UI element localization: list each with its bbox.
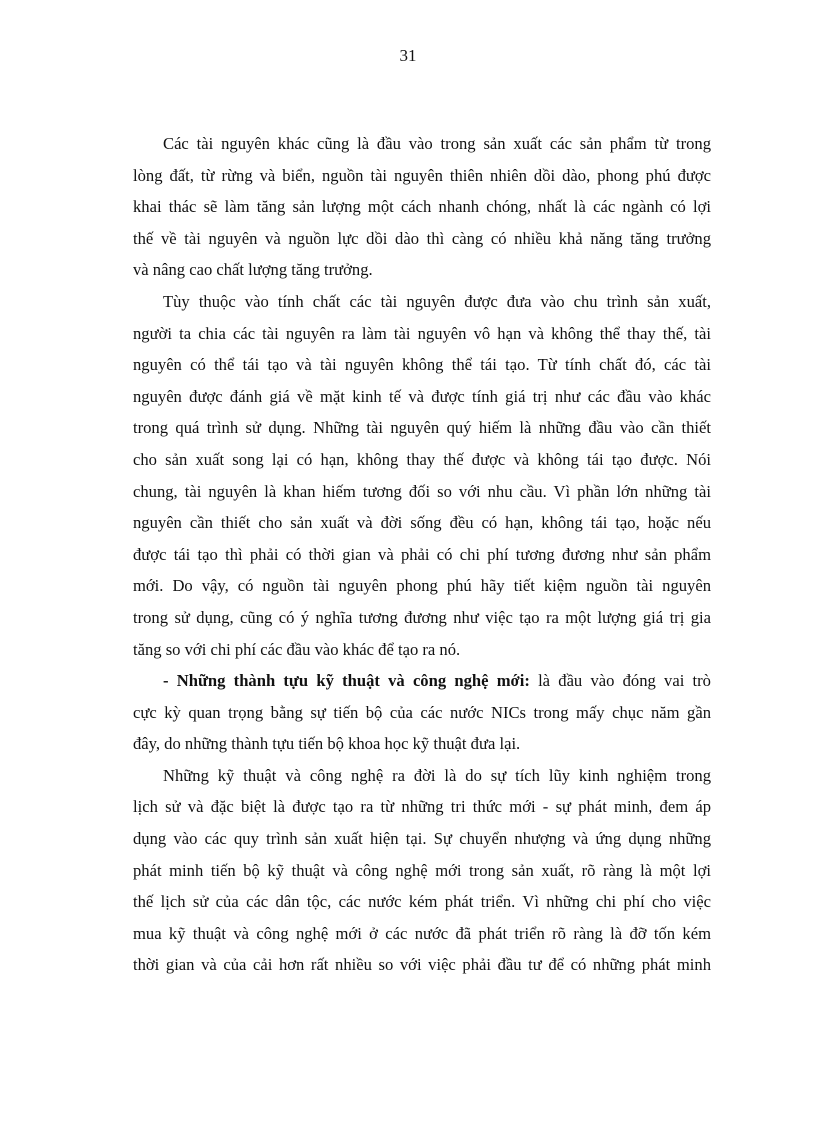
text-line bbox=[133, 286, 711, 318]
text-line bbox=[133, 823, 711, 855]
text-line bbox=[133, 191, 711, 223]
text-line bbox=[133, 444, 711, 476]
text-line-content: lịch sử và đặc biệt là được tạo ra từ những tri thức mới - sự phát minh, đem áp bbox=[133, 797, 711, 817]
text-line bbox=[133, 254, 711, 286]
text-line-content: mới. Do vậy, có nguồn tài nguyên phong phú hãy tiết kiệm nguồn tài nguyên bbox=[133, 576, 711, 596]
text-line bbox=[133, 223, 711, 255]
text-line bbox=[133, 886, 711, 918]
text-line bbox=[133, 634, 711, 666]
text-line-content: và nâng cao chất lượng tăng trưởng. bbox=[133, 260, 373, 280]
text-line-content: cho sản xuất song lại có hạn, không thay thế được và không tái tạo được. Nói bbox=[133, 449, 711, 469]
text-line-content: là đầu vào đóng vai trò bbox=[529, 671, 711, 691]
text-line-content: khai thác sẽ làm tăng sản lượng một cách nhanh chóng, nhất là các ngành có lợi bbox=[133, 197, 711, 217]
text-line-content: trong quá trình sử dụng. Những tài nguyên quý hiếm là những đầu vào cần thiết bbox=[133, 418, 711, 438]
text-line-content: thời gian và của cải hơn rất nhiều so với việc phải đầu tư để có những phát minh bbox=[133, 955, 711, 975]
text-line bbox=[133, 855, 711, 887]
text-line-content: Những kỹ thuật và công nghệ ra đời là do sự tích lũy kinh nghiệm trong bbox=[163, 765, 711, 785]
text-line bbox=[133, 728, 711, 760]
text-line-content: lòng đất, từ rừng và biển, nguồn tài nguyên thiên nhiên dồi dào, phong phú được bbox=[133, 165, 711, 185]
text-line-content: đây, do những thành tựu tiến bộ khoa học kỹ thuật đưa lại. bbox=[133, 734, 521, 754]
text-line bbox=[133, 381, 711, 413]
text-line bbox=[133, 476, 711, 508]
text-line bbox=[133, 791, 711, 823]
text-line-content: trong sử dụng, cũng có ý nghĩa tương đương như việc tạo ra một lượng giá trị gia bbox=[133, 607, 711, 627]
body-text bbox=[133, 128, 711, 981]
text-line-content: nguyên cần thiết cho sản xuất và đời sống đều có hạn, không tái tạo, hoặc nếu bbox=[133, 513, 711, 533]
text-line-content: Tùy thuộc vào tính chất các tài nguyên được đưa vào chu trình sản xuất, bbox=[163, 291, 711, 311]
text-line-content: mua kỹ thuật và công nghệ mới ở các nước đã phát triển rõ ràng là đỡ tốn kém bbox=[133, 923, 711, 943]
text-line-content: Các tài nguyên khác cũng là đầu vào trong sản xuất các sản phẩm từ trong bbox=[163, 134, 711, 153]
text-line-content: nguyên có thể tái tạo và tài nguyên không thể tái tạo. Từ tính chất đó, các tài bbox=[133, 355, 711, 375]
text-line-content: thế về tài nguyên và nguồn lực dồi dào thì càng có nhiều khả năng tăng trưởng bbox=[133, 228, 711, 248]
text-line bbox=[133, 665, 711, 697]
text-line-content: thế lịch sử của các dân tộc, các nước kém phát triển. Vì những chi phí cho việc bbox=[133, 892, 711, 912]
text-line-content: người ta chia các tài nguyên ra làm tài nguyên vô hạn và không thể thay thế, tài bbox=[133, 323, 711, 343]
text-line-content: chung, tài nguyên là khan hiếm tương đối so với nhu cầu. Vì phần lớn những tài bbox=[133, 481, 711, 501]
text-line bbox=[133, 697, 711, 729]
text-line bbox=[133, 570, 711, 602]
text-line-content: dụng vào các quy trình sản xuất hiện tại. Sự chuyển nhượng và ứng dụng những bbox=[133, 829, 711, 849]
text-line bbox=[133, 318, 711, 350]
text-line bbox=[133, 918, 711, 950]
text-line bbox=[133, 160, 711, 192]
text-line-content: tăng so với chi phí các đầu vào khác để tạo ra nó. bbox=[133, 639, 461, 659]
text-line bbox=[133, 128, 711, 160]
text-line bbox=[133, 949, 711, 981]
text-line bbox=[133, 539, 711, 571]
page-number: 31 bbox=[399, 46, 417, 65]
text-line-content: cực kỳ quan trọng bằng sự tiến bộ của các nước NICs trong mấy chục năm gần bbox=[133, 702, 711, 722]
text-line-content: được tái tạo thì phải có thời gian và phải có chi phí tương đương như sản phẩm bbox=[133, 544, 711, 564]
text-line bbox=[133, 507, 711, 539]
text-line-content: nguyên được đánh giá về mặt kinh tế và được tính giá trị như các đầu vào khác bbox=[133, 386, 711, 406]
text-line-content: phát minh tiến bộ kỹ thuật và công nghệ mới trong sản xuất, rõ ràng là một lợi bbox=[133, 860, 711, 880]
text-line bbox=[133, 349, 711, 381]
section-heading-inline: - Những thành tựu kỹ thuật và công nghệ mới: bbox=[163, 671, 530, 691]
text-line bbox=[133, 412, 711, 444]
text-line bbox=[133, 602, 711, 634]
text-line bbox=[133, 760, 711, 792]
